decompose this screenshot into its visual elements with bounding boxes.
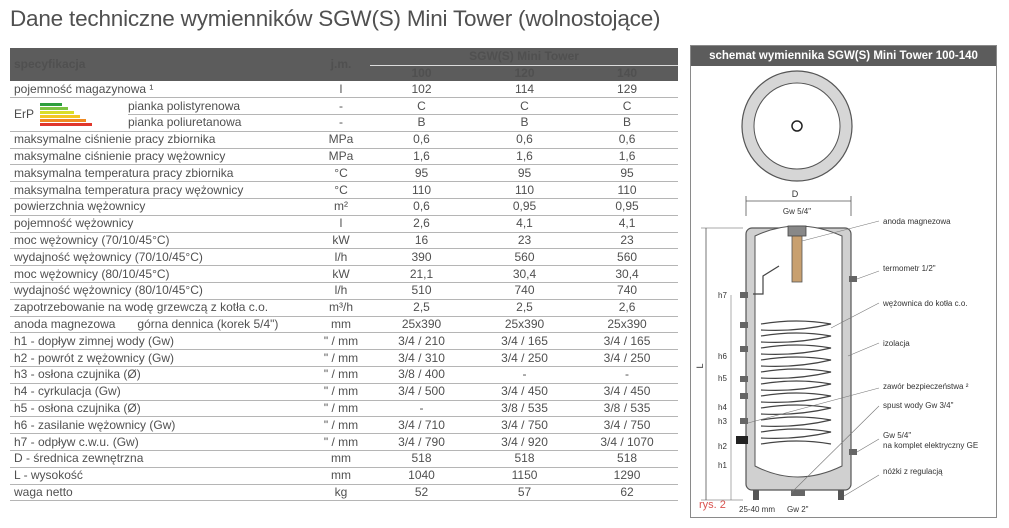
- row-unit: -: [312, 115, 370, 132]
- row-value: 4,1: [473, 215, 576, 232]
- row-value: 518: [576, 451, 678, 468]
- table-row: [10, 316, 678, 333]
- table-row: [10, 367, 678, 384]
- row-unit: " / mm: [312, 350, 370, 367]
- bottom-note: 25-40 mm: [739, 505, 776, 514]
- row-unit: °C: [312, 165, 370, 182]
- row-name: powierzchnia wężownicy: [10, 199, 312, 216]
- row-value: 2,5: [473, 299, 576, 316]
- callout-anode: anoda magnezowa: [883, 217, 951, 226]
- tank-body: [736, 226, 857, 500]
- row-name: h5 - osłona czujnika (Ø): [10, 400, 312, 417]
- row-name: wydajność wężownicy (80/10/45°C): [10, 283, 312, 300]
- row-value: 3/4 / 450: [473, 383, 576, 400]
- row-value: 390: [370, 249, 473, 266]
- dimension-l: [695, 228, 743, 500]
- row-value: B: [576, 115, 678, 132]
- row-unit: " / mm: [312, 434, 370, 451]
- row-name: h3 - osłona czujnika (Ø): [10, 367, 312, 384]
- page-title: Dane techniczne wymienników SGW(S) Mini Tower (wolnostojące): [10, 6, 661, 31]
- row-unit: l/h: [312, 283, 370, 300]
- row-name: D - średnica zewnętrzna: [10, 451, 312, 468]
- erp-row-name: pianka poliuretanowa: [128, 115, 312, 132]
- dimension-d: [746, 189, 851, 216]
- row-unit: m³/h: [312, 299, 370, 316]
- row-value: 3/4 / 165: [576, 333, 678, 350]
- row-unit: " / mm: [312, 400, 370, 417]
- row-value: 3/8 / 400: [370, 367, 473, 384]
- row-value: 518: [473, 451, 576, 468]
- row-name: moc wężownicy (70/10/45°C): [10, 232, 312, 249]
- row-value: 3/4 / 1070: [576, 434, 678, 451]
- row-value: 102: [370, 81, 473, 98]
- row-value: 129: [576, 81, 678, 98]
- row-value: 23: [473, 232, 576, 249]
- row-value: C: [576, 98, 678, 115]
- row-value: 3/4 / 790: [370, 434, 473, 451]
- table-row: [10, 333, 678, 350]
- figure-label: rys. 2: [699, 499, 726, 511]
- header-spec: specyfikacja: [10, 48, 312, 81]
- energy-class-icon: [40, 103, 92, 126]
- h6-label: h6: [718, 352, 727, 361]
- row-unit: " / mm: [312, 417, 370, 434]
- callout-thermometer: termometr 1/2": [883, 264, 936, 273]
- row-value: 0,6: [576, 131, 678, 148]
- row-value: 0,6: [370, 199, 473, 216]
- table-row: [10, 182, 678, 199]
- header-model: 120: [473, 65, 576, 81]
- header-group: SGW(S) Mini Tower: [370, 48, 678, 65]
- row-value: 3/8 / 535: [576, 400, 678, 417]
- row-unit: °C: [312, 182, 370, 199]
- erp-row-name: pianka polistyrenowa: [128, 98, 312, 115]
- row-name: h1 - dopływ zimnej wody (Gw): [10, 333, 312, 350]
- row-value: 3/4 / 710: [370, 417, 473, 434]
- row-value: 52: [370, 484, 473, 501]
- row-value: 25x390: [370, 316, 473, 333]
- row-value: 560: [576, 249, 678, 266]
- h4-label: h4: [718, 403, 727, 412]
- row-value: 2,6: [370, 215, 473, 232]
- row-name: maksymalne ciśnienie pracy wężownicy: [10, 148, 312, 165]
- row-value: 110: [473, 182, 576, 199]
- row-value: 1,6: [370, 148, 473, 165]
- row-name: L - wysokość: [10, 467, 312, 484]
- row-value: 25x390: [576, 316, 678, 333]
- row-name: wydajność wężownicy (70/10/45°C): [10, 249, 312, 266]
- row-value: 95: [576, 165, 678, 182]
- table-row: [10, 451, 678, 468]
- row-unit: MPa: [312, 131, 370, 148]
- erp-label: ErP: [14, 107, 35, 122]
- row-value: 3/8 / 535: [473, 400, 576, 417]
- table-row: [10, 434, 678, 451]
- row-unit: -: [312, 98, 370, 115]
- callout-electric-kit: na komplet elektryczny GE: [883, 441, 979, 450]
- header-model: 100: [370, 65, 473, 81]
- table-row: [10, 81, 678, 98]
- h1-label: h1: [718, 461, 727, 470]
- row-value: 740: [473, 283, 576, 300]
- callout-coil: wężownica do kotła c.o.: [883, 299, 968, 308]
- row-value: 3/4 / 750: [473, 417, 576, 434]
- row-name: moc wężownicy (80/10/45°C): [10, 266, 312, 283]
- row-value: -: [576, 367, 678, 384]
- row-name: h4 - cyrkulacja (Gw): [10, 383, 312, 400]
- row-name: h6 - zasilanie wężownicy (Gw): [10, 417, 312, 434]
- row-unit: l: [312, 81, 370, 98]
- row-value: 110: [576, 182, 678, 199]
- table-row: [10, 417, 678, 434]
- table-row: [10, 199, 678, 216]
- row-unit: kg: [312, 484, 370, 501]
- table-row: [10, 484, 678, 501]
- row-unit: " / mm: [312, 333, 370, 350]
- row-value: 114: [473, 81, 576, 98]
- h7-label: h7: [718, 291, 727, 300]
- height-markers: [718, 291, 731, 500]
- top-view: [742, 71, 852, 181]
- table-row: [10, 299, 678, 316]
- table-row: [10, 400, 678, 417]
- row-value: 3/4 / 250: [576, 350, 678, 367]
- row-value: 16: [370, 232, 473, 249]
- row-name: h7 - odpływ c.w.u. (Gw): [10, 434, 312, 451]
- table-row: [10, 467, 678, 484]
- row-value: 3/4 / 165: [473, 333, 576, 350]
- anode-name: anoda magnezowa: [14, 317, 116, 332]
- row-value: 2,6: [576, 299, 678, 316]
- callout-drain: spust wody Gw 3/4": [883, 401, 954, 410]
- row-value: 30,4: [473, 266, 576, 283]
- row-unit: mm: [312, 467, 370, 484]
- callout-electric-conn: Gw 5/4": [883, 431, 912, 440]
- row-value: -: [370, 400, 473, 417]
- row-value: 4,1: [576, 215, 678, 232]
- row-value: B: [370, 115, 473, 132]
- erp-label-cell: [10, 98, 128, 132]
- row-value: 110: [370, 182, 473, 199]
- row-value: 3/4 / 210: [370, 333, 473, 350]
- row-value: 25x390: [473, 316, 576, 333]
- row-value: 95: [370, 165, 473, 182]
- table-row: [10, 98, 678, 115]
- callout-safety-valve: zawór bezpieczeństwa ²: [883, 382, 969, 391]
- row-value: 3/4 / 250: [473, 350, 576, 367]
- row-name: maksymalne ciśnienie pracy zbiornika: [10, 131, 312, 148]
- row-value: 30,4: [576, 266, 678, 283]
- row-unit: kW: [312, 232, 370, 249]
- row-value: 95: [473, 165, 576, 182]
- table-row: [10, 283, 678, 300]
- row-unit: MPa: [312, 148, 370, 165]
- row-unit: " / mm: [312, 367, 370, 384]
- row-value: -: [473, 367, 576, 384]
- table-row: [10, 383, 678, 400]
- row-name: h2 - powrót z wężownicy (Gw): [10, 350, 312, 367]
- table-row: [10, 148, 678, 165]
- table-row: [10, 249, 678, 266]
- table-row: [10, 165, 678, 182]
- row-value: C: [370, 98, 473, 115]
- row-value: 3/4 / 310: [370, 350, 473, 367]
- table-row: [10, 215, 678, 232]
- header-model: 140: [576, 65, 678, 81]
- row-value: 3/4 / 450: [576, 383, 678, 400]
- bottom-connection-label: Gw 2": [787, 505, 809, 514]
- row-value: 1150: [473, 467, 576, 484]
- diagram-title: schemat wymiennika SGW(S) Mini Tower 100-140: [691, 46, 996, 66]
- row-unit: m²: [312, 199, 370, 216]
- row-unit: l/h: [312, 249, 370, 266]
- row-unit: mm: [312, 451, 370, 468]
- row-value: 518: [370, 451, 473, 468]
- row-value: 57: [473, 484, 576, 501]
- callout-feet: nóżki z regulacją: [883, 467, 943, 476]
- row-name: pojemność magazynowa ¹: [10, 81, 312, 98]
- row-value: 1290: [576, 467, 678, 484]
- row-value: 0,6: [473, 131, 576, 148]
- table-row: [10, 266, 678, 283]
- row-name: waga netto: [10, 484, 312, 501]
- row-value: 3/4 / 750: [576, 417, 678, 434]
- row-value: 21,1: [370, 266, 473, 283]
- row-value: 2,5: [370, 299, 473, 316]
- anode-sub: górna dennica (korek 5/4"): [137, 317, 279, 332]
- row-value: 3/4 / 920: [473, 434, 576, 451]
- row-value: 0,6: [370, 131, 473, 148]
- row-unit: mm: [312, 316, 370, 333]
- row-value: B: [473, 115, 576, 132]
- row-value: 0,95: [576, 199, 678, 216]
- row-value: 1,6: [576, 148, 678, 165]
- row-unit: l: [312, 215, 370, 232]
- row-value: 23: [576, 232, 678, 249]
- dimension-l-label: L: [695, 363, 705, 369]
- row-value: 62: [576, 484, 678, 501]
- table-row: [10, 350, 678, 367]
- row-value: 3/4 / 500: [370, 383, 473, 400]
- row-name: pojemność wężownicy: [10, 215, 312, 232]
- header-unit: j.m.: [312, 48, 370, 81]
- row-unit: " / mm: [312, 383, 370, 400]
- row-name: maksymalna temperatura pracy wężownicy: [10, 182, 312, 199]
- row-value: 560: [473, 249, 576, 266]
- h5-label: h5: [718, 374, 727, 383]
- anode-cell: [10, 316, 312, 333]
- h3-label: h3: [718, 417, 727, 426]
- row-value: 1040: [370, 467, 473, 484]
- row-value: 0,95: [473, 199, 576, 216]
- table-row: [10, 131, 678, 148]
- tank-schematic: [691, 66, 996, 517]
- row-value: 510: [370, 283, 473, 300]
- dimension-d-label: D: [791, 189, 799, 199]
- diagram-panel: [690, 45, 997, 518]
- row-name: maksymalna temperatura pracy zbiornika: [10, 165, 312, 182]
- row-value: C: [473, 98, 576, 115]
- row-unit: kW: [312, 266, 370, 283]
- table-row: [10, 232, 678, 249]
- row-name: zapotrzebowanie na wodę grzewczą z kotła c.o.: [10, 299, 312, 316]
- row-value: 1,6: [473, 148, 576, 165]
- top-connection-label: Gw 5/4": [782, 207, 812, 216]
- h2-label: h2: [718, 442, 727, 451]
- row-value: 740: [576, 283, 678, 300]
- callout-insulation: izolacja: [883, 339, 910, 348]
- spec-table: [10, 48, 678, 501]
